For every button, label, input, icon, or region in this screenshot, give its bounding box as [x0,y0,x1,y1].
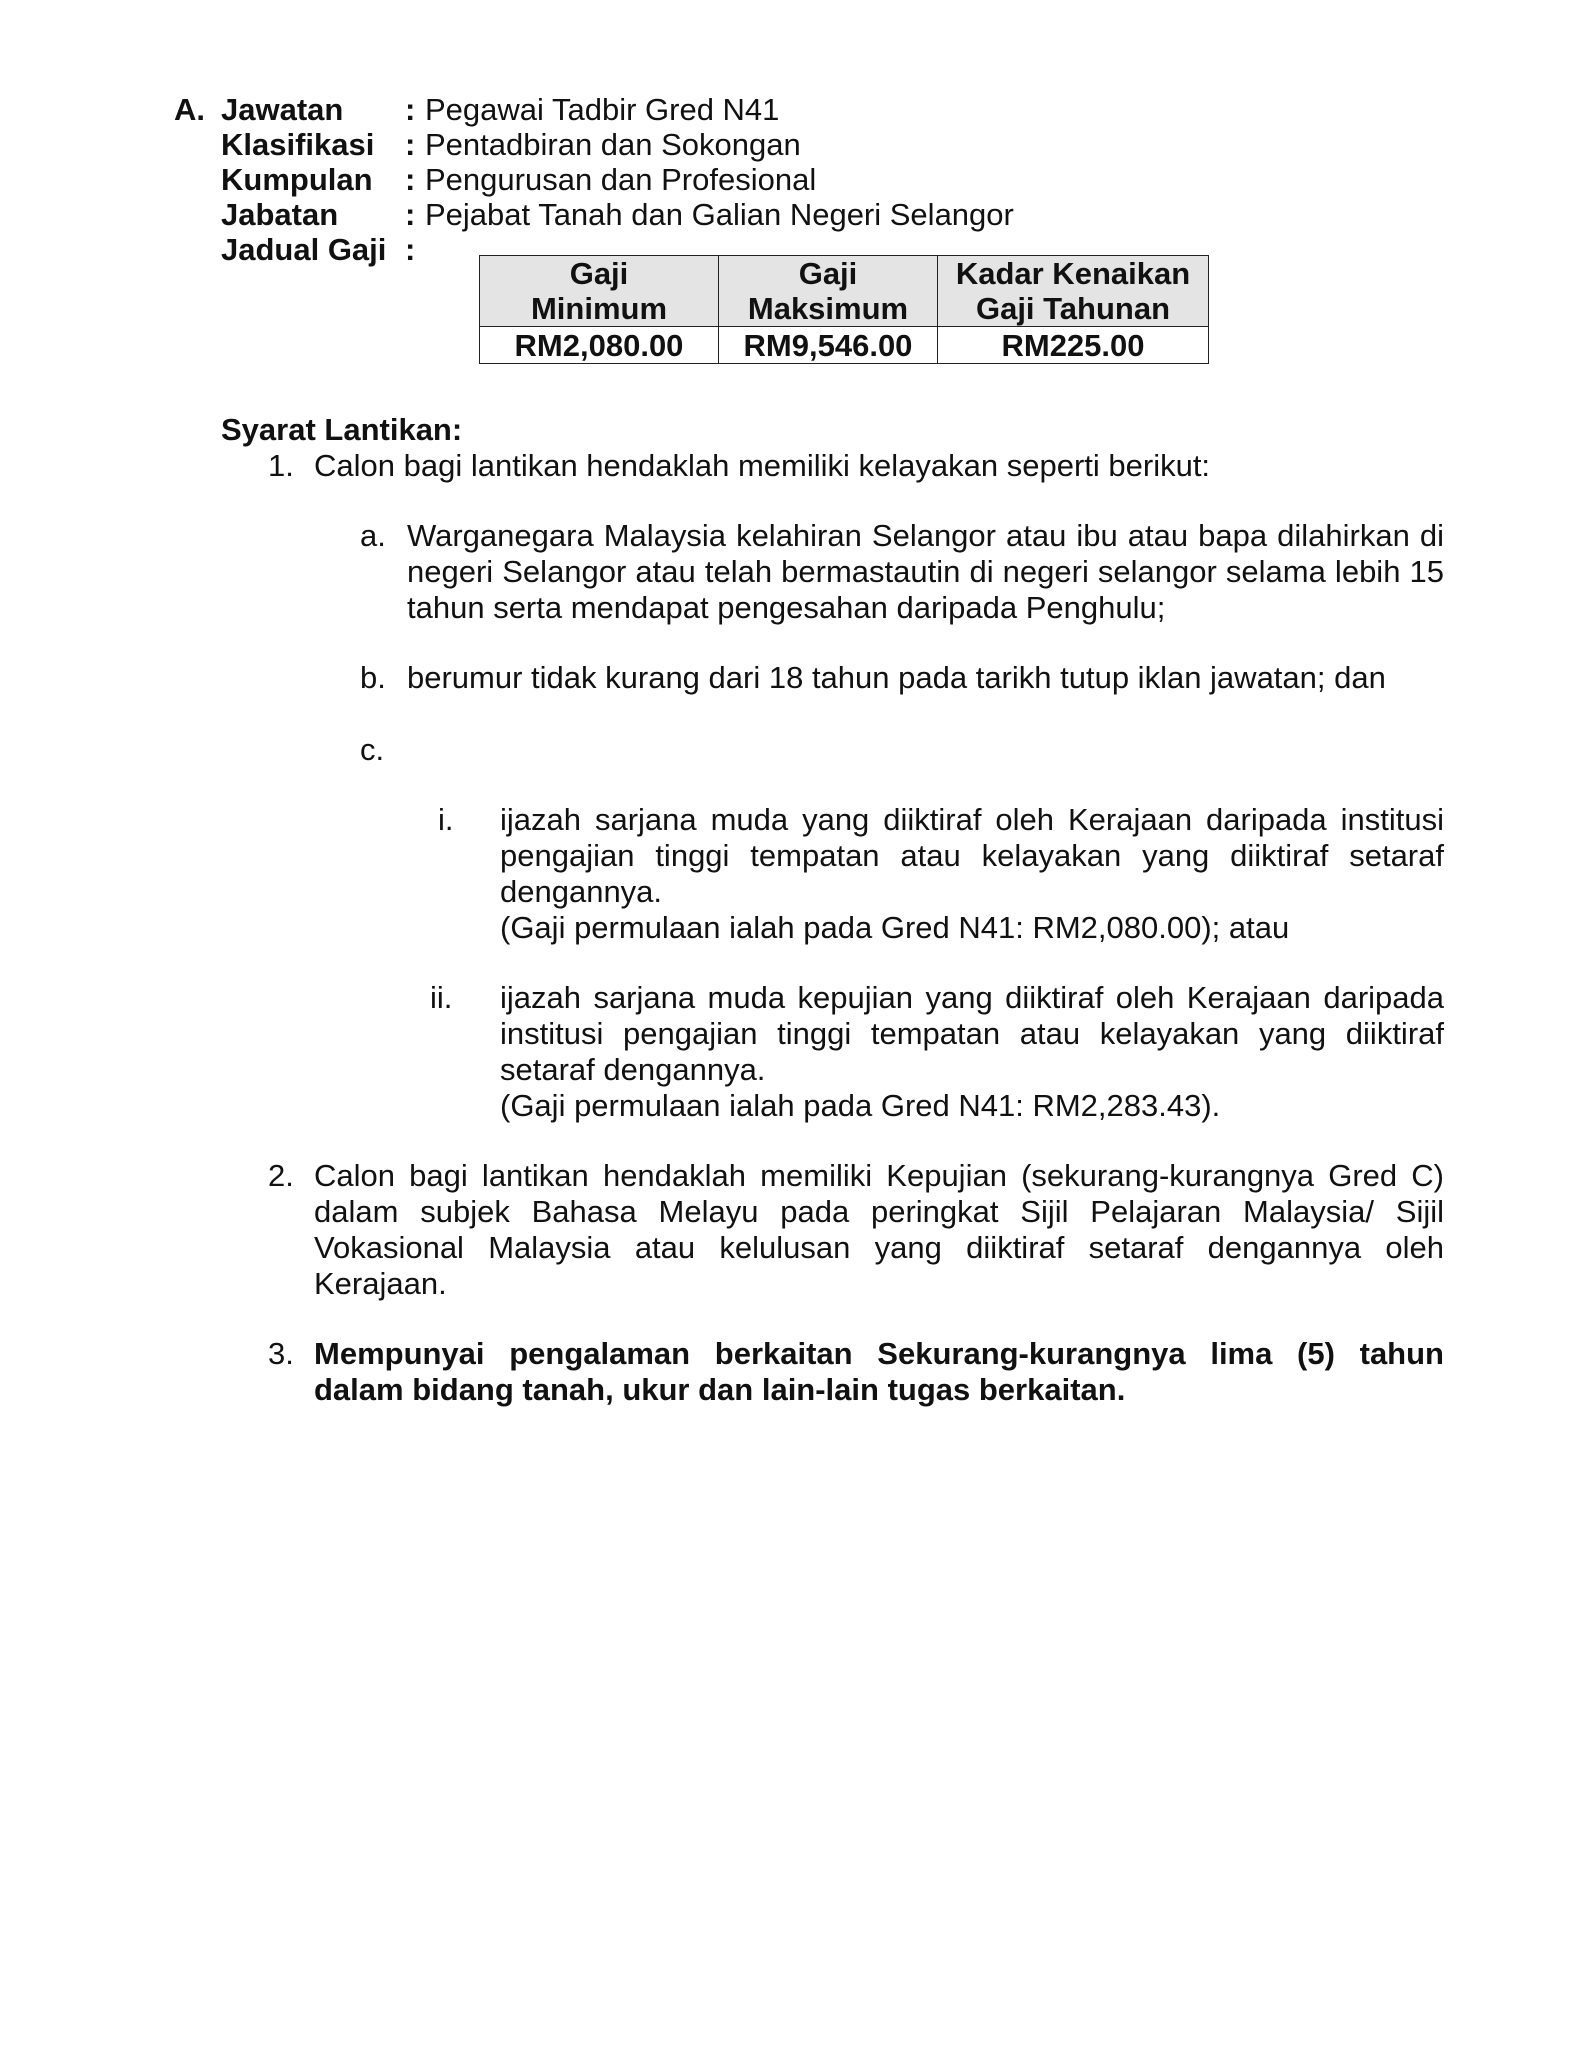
sub-text: Warganegara Malaysia kelahiran Selangor atau ibu atau bapa dilahirkan di negeri Selangor atau telah bermastautin di negeri selangor selama lebih 15 tahun serta mendapat pengesahan daripada Penghulu; [407,518,1444,625]
salary-table [479,255,1209,364]
header-line: Gaji Tahunan [975,291,1171,326]
label-jadual-gaji: Jadual Gaji [221,232,387,267]
colon: : [405,127,416,162]
roman-note: (Gaji permulaan ialah pada Gred N41: RM2,283.43). [500,1088,1221,1123]
header-line: Minimum [530,291,668,326]
value-klasifikasi: Pentadbiran dan Sokongan [425,127,801,162]
cell-kadar-kenaikan: RM225.00 [938,327,1209,364]
requirements-title: Syarat Lantikan: [221,412,463,447]
item-text: Calon bagi lantikan hendaklah memiliki kelayakan seperti berikut: [314,448,1211,483]
table-header-row [480,256,1209,327]
item-text: Calon bagi lantikan hendaklah memiliki Kepujian (sekurang-kurangnya Gred C) dalam subjek Bahasa Melayu pada peringkat Sijil Pelajaran Malaysia/ Sijil Vokasional Malaysia atau kelulusan yang diiktiraf setaraf dengannya oleh Kerajaan. [314,1158,1444,1301]
header-kadar-kenaikan [938,256,1209,327]
label-kumpulan: Kumpulan [221,162,373,197]
header-gaji-minimum [480,256,719,327]
item-number: 1. [268,448,294,483]
sub-letter: c. [360,732,385,767]
item-text: Mempunyai pengalaman berkaitan Sekurang-kurangnya lima (5) tahun dalam bidang tanah, ukur dan lain-lain tugas berkaitan. [314,1336,1444,1407]
colon: : [405,197,416,232]
colon: : [405,162,416,197]
value-jawatan: Pegawai Tadbir Gred N41 [425,92,780,127]
label-jawatan: Jawatan [221,92,344,127]
item-number: 2. [268,1158,294,1193]
colon: : [405,232,416,267]
label-klasifikasi: Klasifikasi [221,127,375,162]
value-kumpulan: Pengurusan dan Profesional [425,162,817,197]
header-line: Gaji [798,256,858,291]
roman-number: i. [438,802,454,837]
sub-text: berumur tidak kurang dari 18 tahun pada tarikh tutup iklan jawatan; dan [407,660,1386,695]
table-row [480,327,1209,364]
roman-text: ijazah sarjana muda kepujian yang diiktiraf oleh Kerajaan daripada institusi pengajian tinggi tempatan atau kelayakan yang diiktiraf setaraf dengannya. [500,980,1444,1087]
value-jabatan: Pejabat Tanah dan Galian Negeri Selangor [425,197,1014,232]
sub-letter: b. [360,660,386,695]
cell-gaji-maksimum: RM9,546.00 [719,327,938,364]
item-number: 3. [268,1336,294,1371]
roman-number: ii. [430,980,453,1015]
sub-letter: a. [360,518,386,553]
roman-text: ijazah sarjana muda yang diiktiraf oleh Kerajaan daripada institusi pengajian tinggi tempatan atau kelayakan yang diiktiraf setaraf dengannya. [500,802,1444,909]
header-line: Maksimum [747,291,909,326]
label-jabatan: Jabatan [221,197,339,232]
header-gaji-maksimum [719,256,938,327]
roman-note: (Gaji permulaan ialah pada Gred N41: RM2,080.00); atau [500,910,1290,945]
colon: : [405,92,416,127]
cell-gaji-minimum: RM2,080.00 [480,327,719,364]
section-letter: A. [174,92,205,127]
header-line: Gaji [569,256,629,291]
header-line: Kadar Kenaikan [955,256,1191,291]
